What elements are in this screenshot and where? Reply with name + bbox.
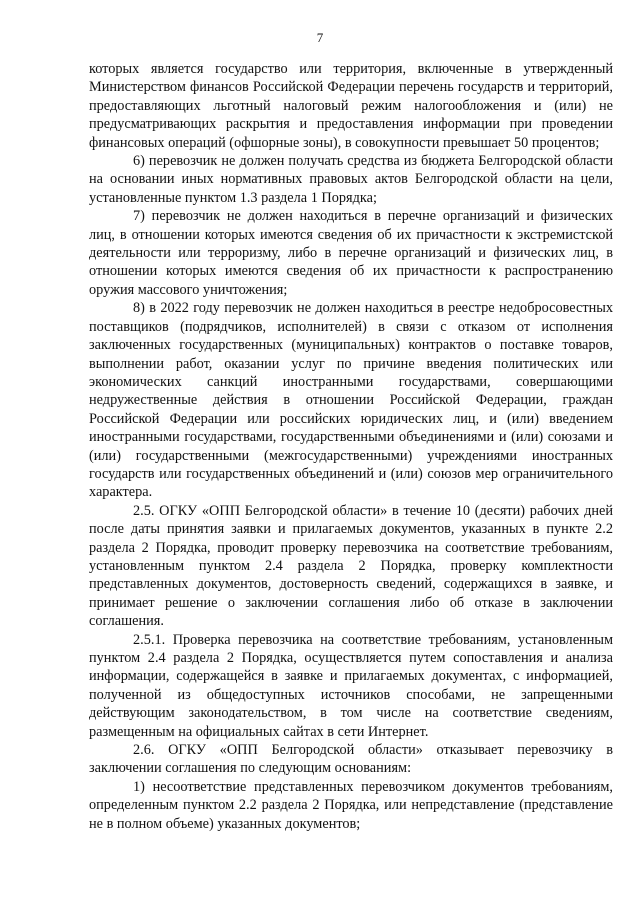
- paragraph-2-5-1: 2.5.1. Проверка перевозчика на соответствие требованиям, установленным пунктом 2.4 раздела 2 Порядка, осуществляется путем сопоставления и анализа информации, содержащейся в заявке и прилагаемых документах, с информацией, полученной из общедоступных источников способами, не запрещенными действующим законодательством, в том числе на соответствие сведениям, размещенным на официальных сайтах в сети Интернет.: [89, 631, 613, 740]
- paragraph-2-6: 2.6. ОГКУ «ОПП Белгородской области» отказывает перевозчику в заключении соглашения по следующим основаниям:: [89, 742, 613, 777]
- paragraph-item-8: 8) в 2022 году перевозчик не должен находиться в реестре недобросовестных поставщиков (подрядчиков, исполнителей) в связи с отказом от исполнения заключенных государственных (муниципальных) контрактов о поставке товаров, выполнении работ, оказании услуг по причине введения политических или экономических санкций иностранными государствами, совершающими недружественные действия в отношении Российской Федерации, граждан Российской Федерации или российских юридических лиц, и (или) введением иностранными государствами, государственными объединениями и (или) союзами и (или) государственными (межгосударственными) учреждениями иностранных государств или государственных объединений и (или) союзов мер ограничительного характера.: [89, 300, 613, 501]
- paragraph-2-5: 2.5. ОГКУ «ОПП Белгородской области» в течение 10 (десяти) рабочих дней после даты принятия заявки и прилагаемых документов, указанных в пункте 2.2 раздела 2 Порядка, проводит проверку перевозчика на соответствие требованиям, установленным пунктом 2.4 раздела 2 Порядка, проверку комплектности представленных документов, достоверность сведений, содержащихся в заявке, и принимает решение о заключении соглашения либо об отказе в заключении соглашения.: [89, 502, 613, 630]
- paragraph-2-6-item-1: 1) несоответствие представленных перевозчиком документов требованиям, определенным пунктом 2.2 раздела 2 Порядка, или непредставление (представление не в полном объеме) указанных документов;: [89, 778, 613, 832]
- page-number: 7: [316, 30, 324, 45]
- paragraph-item-6: 6) перевозчик не должен получать средства из бюджета Белгородской области на основании иных нормативных правовых актов Белгородской области на цели, установленные пунктом 1.3 раздела 1 Порядка;: [89, 153, 613, 206]
- paragraph-offshore-continuation: которых является государство или территория, включенные в утвержденный Министерством финансов Российской Федерации перечень государств и территорий, предоставляющих льготный налоговый режим налогообложения и (или) не предусматривающих раскрытия и предоставления информации при проведении финансовых операций (офшорные зоны), в совокупности превышает 50 процентов;: [89, 61, 613, 151]
- paragraph-item-7: 7) перевозчик не должен находиться в перечне организаций и физических лиц, в отношении которых имеются сведения об их причастности к экстремистской деятельности или терроризму, либо в перечне организаций и физических лиц, в отношении которых имеются сведения об их причастности к распространению оружия массового уничтожения;: [89, 208, 613, 298]
- document-body: [89, 60, 613, 833]
